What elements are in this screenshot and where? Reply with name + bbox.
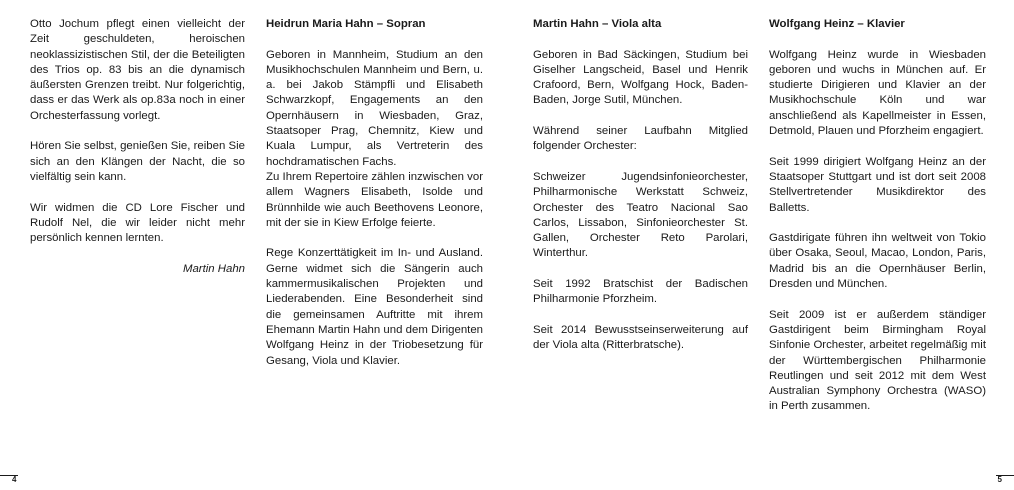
dedication-paragraph: Wir widmen die CD Lore Fischer und Rudolf Nel, die wir leider nicht mehr persönlich kennen lernten. <box>30 201 245 245</box>
viola-paragraph-5: Seit 2014 Bewusstseinserweiterung auf der Viola alta (Ritterbratsche). <box>533 323 748 352</box>
viola-paragraph-3: Schweizer Jugendsinfonieorchester, Philharmonische Werkstatt Schweiz, Orchester des Teatro Nacional Sao Carlos, Lissabon, Sinfonieorchester St. Gallen, Orchester Reto Parolari, Winterthur. <box>533 170 748 260</box>
viola-paragraph-2: Während seiner Laufbahn Mitglied folgender Orchester: <box>533 125 748 153</box>
viola-paragraph-4: Seit 1992 Bratschist der Badischen Philharmonie Pforzheim. <box>533 278 748 306</box>
intro-column <box>30 17 245 292</box>
soprano-bio-column <box>266 17 483 384</box>
piano-paragraph-2: Seit 1999 dirigiert Wolfgang Heinz an der Staatsoper Stuttgart und ist dort seit 2008 Stellvertretender Musikdirektor des Balletts. <box>769 155 986 214</box>
piano-paragraph-3: Gastdirigate führen ihn weltweit von Tokio über Osaka, Seoul, Macao, London, Paris, Madrid bis an die Opernhäuser Berlin, Dresden und München. <box>769 232 986 291</box>
author-signature: Martin Hahn <box>182 262 245 275</box>
viola-paragraph-1: Geboren in Bad Säckingen, Studium bei Giselher Langscheid, Basel und Henrik Crafoord, Bern, Wolfgang Hock, Baden-Baden, Jorge Sutil, München. <box>533 48 748 107</box>
intro-paragraph-1: Otto Jochum pflegt einen vielleicht der Zeit geschuldeten, heroischen neoklassizistischen Stil, der die Beteiligten des Trios op. 83 bis an die dynamisch äußersten Grenzen treibt. Nur folgerichtig, dass er das Werk als op.83a noch in einer Orchesterfassung vorlegt. <box>30 18 245 122</box>
piano-paragraph-1: Wolfgang Heinz wurde in Wiesbaden geboren und wuchs in München auf. Er studierte Dirigieren und Klavier an der Musikhochschule Köln und war anschließend als Kapellmeister in Essen, Detmold, Plauen und Pforzheim engagiert. <box>769 48 986 138</box>
viola-bio-column <box>533 17 748 369</box>
piano-bio-column <box>769 17 986 430</box>
page-number-left: 4 <box>12 475 17 484</box>
soprano-heading: Heidrun Maria Hahn – Sopran <box>266 18 426 30</box>
piano-paragraph-4: Seit 2009 ist er außerdem ständiger Gastdirigent beim Birmingham Royal Sinfonie Orchester, arbeitet regelmäßig mit der Württembergischen Philharmonie Reutlingen und seit 2012 mit dem West Australian Symphony Orchestra (WASO) in Perth zusammen. <box>769 308 986 413</box>
intro-paragraph-2: Hören Sie selbst, genießen Sie, reiben Sie sich an den Klängen der Nacht, die so vielfältig sein kann. <box>30 140 245 183</box>
soprano-paragraph-1: Geboren in Mannheim, Studium an den Musikhochschulen Mannheim und Bern, u. a. bei Jakob Stämpfli und Elisabeth Schwarzkopf, Engagements an den Opernhäusern in Wiesbaden, Graz, Staatsoper Prag, Chemnitz, Kiew und Kuala Lumpur, als Vertreterin des hochdramatischen Fachs. <box>266 48 483 168</box>
soprano-paragraph-2: Zu Ihrem Repertoire zählen inzwischen vor allem Wagners Elisabeth, Isolde und Brünnhilde wie auch Beethovens Leonore, mit der sie in Kiew Erfolge feierte. <box>266 170 483 229</box>
soprano-paragraph-3: Rege Konzerttätigkeit im In- und Ausland. Gerne widmet sich die Sängerin auch kammermusikalischen Projekten und Liederabenden. Eine Besonderheit sind die gemeinsamen Auftritte mit ihrem Ehemann Martin Hahn und dem Dirigenten Wolfgang Heinz in der Triobesetzung für Gesang, Viola und Klavier. <box>266 247 483 367</box>
piano-heading: Wolfgang Heinz – Klavier <box>769 18 905 30</box>
viola-heading: Martin Hahn – Viola alta <box>533 18 662 30</box>
page-number-right: 5 <box>997 475 1002 484</box>
